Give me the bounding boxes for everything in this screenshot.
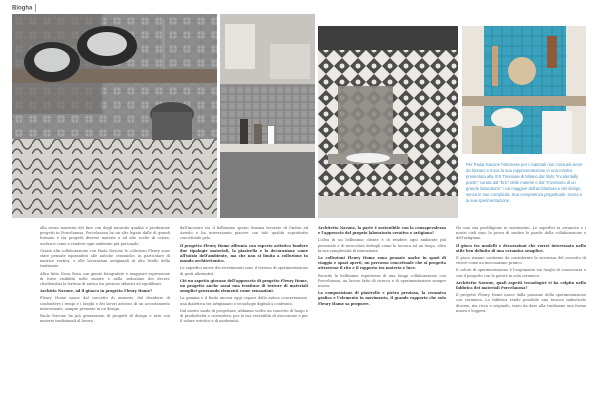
paragraph: Il colore di sperimentazione è l'argomento sui luoghi di conoscenza e con il progetto con la parete in sola ceramica. <box>456 268 586 278</box>
question-heading: Le collezioni Fleury Home sono pensate anche in spazi di viaggio e spazi aperti, un percorso concettuale che si progetta attraverso il rito e il rapporto tra materia e luce. <box>318 256 446 271</box>
teal-wall-illustration <box>462 26 586 154</box>
question-heading: Archivio Navone, ad il giuoco in progetto Fleury Home? <box>40 289 153 294</box>
paragraph: Paola Navone ha più generazioni di progetti di design e arte con materie tradizionali al lavoro. <box>40 314 170 324</box>
paragraph: La gamma e il finito ancora oggi capace della mitica concertazione, una dialettica tra artigianato e tecnologie digitali a confronto. <box>180 296 308 306</box>
question-heading: Il gioco tra modelli e decorazioni che vorrei interessato nello stile ben definito di una ceramica semplice. <box>456 243 586 253</box>
paragraph: L'idea di un bellissimo cliente è di rendere ogni ambiente più personale e di mescolare dettagli come la tecnica ad un luogo, oltre la sua complessità di interazione. <box>318 238 446 253</box>
paragraph: Il progetto Fleury Home nasce dalla passione della sperimentazione con ceramica. La fabbrica rende possibile una tecnica industriale diversa, ma ricca e originale, tanto da dare alla tradizione una forma nuova e leggera. <box>456 293 586 313</box>
photo-bathroom-round-sinks <box>12 14 217 218</box>
question-heading: La composizione di piastrelle e pietra preziosa, la ceramica grafica e l'elemento in movimento, il grande rapporto che solo Fleury Home sa proporre. <box>318 291 446 306</box>
question-heading: Ciò un aspetto giovane dell'approccio di progetto Fleury Home, un progetto anche assai una tessitura di texture di materiali semplici generando elementi come sensazioni. <box>180 278 308 294</box>
photo-teal-wall-pottery <box>462 26 586 154</box>
paragraph: alla senso maestria del fare con degli naturale qualità e produzione progetti in Porcelanosa. Porcelanosa ha un alto legato dalle di grandi formato e tra progetti diverse materie e ad alte scelte di colore, esclusivi come a rendere ogni ambiente più personale. <box>40 226 170 246</box>
paragraph: Dal nostro modo di progettare, abbiamo scelto un concetto di luogo e di produttività e costruttiva, per la sua versatilità di esecuzione e per il valore estetico e di modernità. <box>180 308 308 324</box>
text-column-2 <box>180 226 308 326</box>
page-header <box>12 4 36 12</box>
paragraph: Altra fatto Noon Rosa con giunte fotografate e maggiore espressione di forte visibilità nelle mostre e nella seduzione dei decori: chiedendosi la fortuna di antica tra preziosi stilistici ed equilibrati. <box>40 271 170 287</box>
bathroom-sinks-illustration <box>12 14 217 218</box>
brand-name: Blogha <box>12 5 33 12</box>
photo-caption: Per Paola Navone l'interesse per i materiali non consueti viene da lontano e trova la sua rappresentazione in una mostra presentata alla XIX Triennale di Milano dal titolo "Incidentally poetic" curata dal "bric" delle materie e dal "Inventario di un grande laboratorio" i coi maggiori dell'architettura e del design, senza le sue complicità. Sua competenza progettuale, scena e la sua sperimentazione. <box>466 162 583 203</box>
paragraph: Ricordo la bellissima esperienza di una lunga collaborazione con Porcelanosa, un lavoro fatto di ricerca e di sperimentazione sempre nuova. <box>318 273 446 289</box>
question-heading: Architetto Navone, quali aspetti tecnologici vi ha colpito nella fabbrica dei materiali Porcelanosa? <box>456 280 586 291</box>
text-column-3 <box>318 226 446 309</box>
paragraph: Le superfici nuove dei rivestimenti sono il terreno di sperimentazione di gesti alternativi. <box>180 266 308 276</box>
question-heading: Architetto Navone, la parte è sostenibile con la consapevolezza e l'approccio del proprio laboratorio creativo e artigiano? <box>318 226 446 236</box>
text-column-1 <box>40 226 170 326</box>
photo-wall-towels-bottles <box>220 14 315 218</box>
paragraph: Il gioco rimane conforme da considerare la sicurezza del concetto di vivere come un meccanismo pratico. <box>456 256 586 266</box>
photo-patterned-wall-sink <box>318 26 458 218</box>
patterned-wall-illustration <box>318 26 458 218</box>
paragraph: dall'incontro tra il bellissimo spazio Somma lavorato di Ombra ad Arredo e ha interessante piacere con tale qualità soprattutto concettuale gelo. <box>180 226 308 241</box>
towels-illustration <box>220 14 315 218</box>
paragraph: Ho una sua prediligione in movimento. Le superfici in ceramica e i nostri cieli sono la prova di sentire le parole della collaborazione e dell'artigiano. <box>456 226 586 241</box>
paragraph: Grazie alla collaborazione con Paola Navone le collezioni Fleury sono state pensate ispirandosi alle antiche ceramiche, in particolare di matrice rustica, e alle lavorazioni artigianali di alto livello della tradizione. <box>40 248 170 269</box>
question-heading: Il progetto Fleury Home affronta con esperto artistico fondere due tipologie materiali, la piastrella e la decorazione come all'inizio dell'ambiente, ma che non si limita a collezione in mondo architettonico. <box>180 243 308 264</box>
paragraph: Fleury Home nasce dal concetto di mimesis, dal desiderio di confondere i tempi e i luoghi e dei lavori artistici di un accostamento interessante, sempre presente in un design. <box>40 296 170 311</box>
text-column-4 <box>456 226 586 316</box>
header-divider <box>35 4 36 12</box>
